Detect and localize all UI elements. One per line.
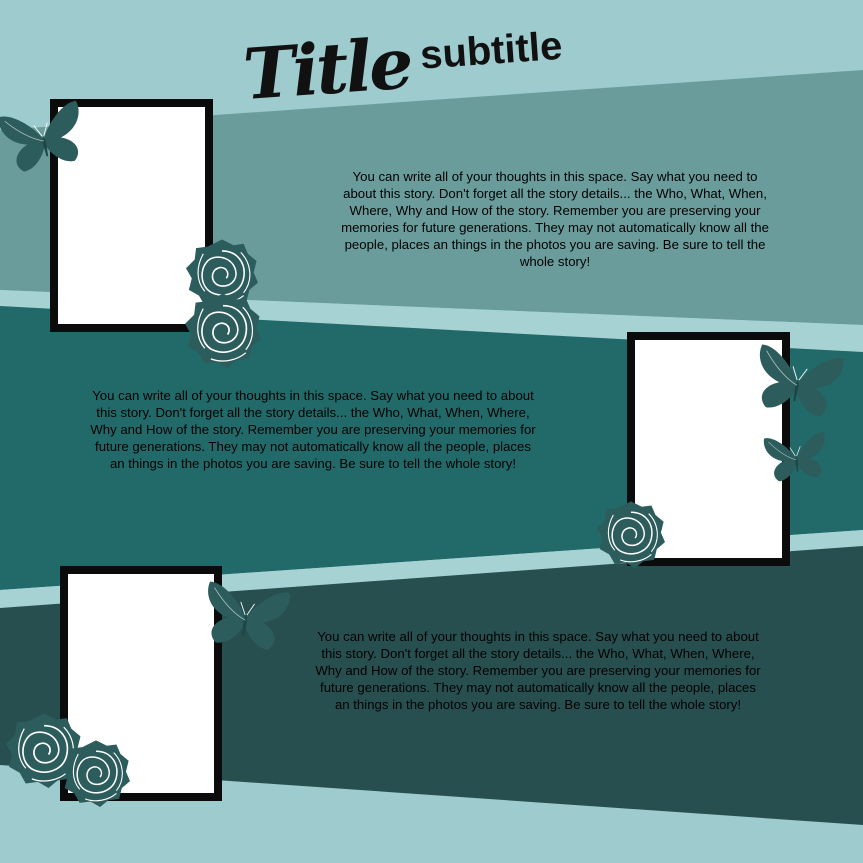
story-text-3: You can write all of your thoughts in this space. Say what you need to about this story. Don't forget all the story details... the Who, What, When, Where, Why and How of the story. Remember you are preserving your memories for future generations. They may not automatically know all the people, places an things in the photos you are saving. Be sure to tell the whole story! [315,629,761,712]
page-subtitle: subtitle [418,23,564,78]
rose-icon [180,292,266,368]
butterfly-icon [192,573,301,656]
rose-icon [62,738,130,808]
story-text-2: You can write all of your thoughts in this space. Say what you need to about this story. Don't forget all the story details... the Who, What, When, Where, Why and How of the story. Remember you are preserving your memories for future generations. They may not automatically know all the people, places an things in the photos you are saving. Be sure to tell the whole story! [90,388,536,471]
page-title: Title [240,21,414,116]
story-text-1: You can write all of your thoughts in this space. Say what you need to about this story. Don't forget all the story details... the Who, What, When, Where, Why and How of the story. Remember you are preserving your memories for future generations. They may not automatically know all the people, places an things in the photos you are saving. Be sure to tell the whole story! [341,169,769,269]
rose-icon [596,500,666,568]
butterfly-icon [755,426,836,486]
